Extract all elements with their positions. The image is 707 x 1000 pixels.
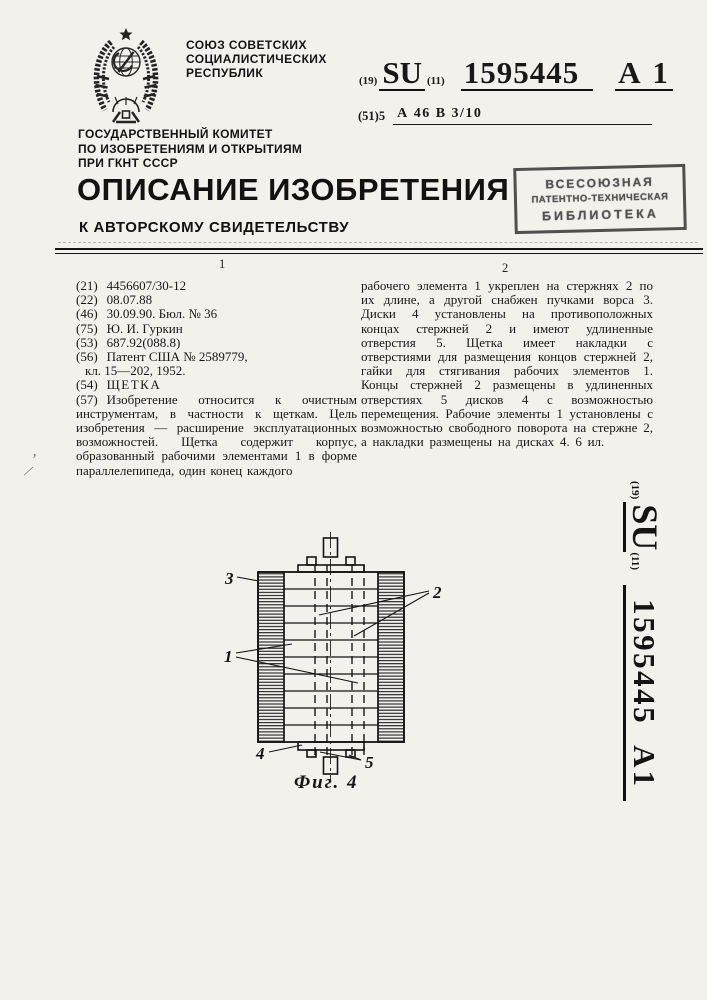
biblio-row: (46) 30.09.90. Бюл. № 36 [76,306,218,322]
ussr-coat-of-arms-icon [83,26,169,132]
kind-code: А 1 [615,58,673,91]
column-number-right: 2 [502,261,509,275]
kind-code: А1 [627,745,662,789]
country-code: SU [379,58,425,91]
doc-number: 1595445 [627,599,662,726]
code-11-label: (11) [629,552,641,571]
figure-caption: Фиг. 4 [294,772,359,793]
pencil-mark: ⁄ [25,463,32,481]
doc-number-group [623,585,660,801]
ipc-code-label: (51)5 [358,109,386,123]
ipc-class: А 46 В 3/10 [393,106,652,125]
committee-name [78,127,302,171]
library-stamp [513,164,687,234]
figure-label-2: 2 [433,583,442,602]
country-code: SU [625,504,665,551]
stamp-line: ПАТЕНТНО-ТЕХНИЧЕСКАЯ [531,191,669,206]
bristle-band-left [258,572,284,742]
header-rule [55,248,703,254]
biblio-row: (21) 4456607/30-12 [76,278,187,293]
biblio-row-title: (54) ЩЕТКА [76,377,162,393]
stamp-line: БИБЛИОТЕКА [541,206,659,224]
abstract-left: (57) Изобретение относится к очистным инструментам, в частности к щеткам. Цель изобретения — расширение эксплуатационных возможностей. Щетка содержит корпус, образованный рабочими элементами 1 в форме параллелепипеда, один конец каждого [76,391,357,478]
figure-label-4: 4 [256,744,265,763]
stamp-line: ВСЕСОЮЗНАЯ [545,174,654,192]
biblio-row: (75) Ю. И. Гуркин [76,320,183,336]
country-line: СОЮЗ СОВЕТСКИХ [186,38,307,52]
faint-divider [58,242,698,243]
rod-lines [315,565,364,756]
committee-line: ПО ИЗОБРЕТЕНИЯМ И ОТКРЫТИЯМ [78,141,303,156]
publication-number-block [357,55,673,91]
doc-subtitle: К АВТОРСКОМУ СВИДЕТЕЛЬСТВУ [79,219,350,236]
doc-title: ОПИСАНИЕ ИЗОБРЕТЕНИЯ [77,172,510,207]
pencil-mark: ʼ [31,452,36,468]
star-icon [120,28,133,40]
right-column [361,279,653,449]
left-column [76,279,357,478]
country-name [186,38,327,80]
abstract-right: рабочего элемента 1 укреплен на стержнях 2 по их длине, а другой снабжен пучками ворса 3. Диски 4 установлены на противоположных концах стержней 2 и имеют удлиненные отверстия 5. Щетка имеет накладки с отверстиями для размещения концов стержней 2, гайки для стягивания рабочих элементов 1. Концы стержней 2 размещены в удлиненных отверстиях 5 дисков 4 с возможностью перемещения. Рабочие элементы 1 установлены с возможностью свободного поворота на стержне 2, а накладки размещены на дисках 4. 6 ил. [361,278,653,450]
code-19-label: (19) [629,481,641,500]
biblio-row: (22) 08.07.88 [76,292,153,308]
doc-number: 1595445 [461,58,594,91]
committee-line: ПРИ ГКНТ СССР [78,156,178,170]
ipc-classification-line [358,106,652,125]
committee-line: ГОСУДАРСТВЕННЫЙ КОМИТЕТ [78,127,273,141]
biblio-row: (53) 687.92(088.8) [76,334,181,350]
figure-label-3: 3 [225,569,234,588]
biblio-row: (56) Патент США № 2589779, [76,349,248,365]
code-19-label: (19) [359,75,378,87]
column-number-left: 1 [219,257,226,271]
figure-label-1: 1 [224,647,233,666]
figure-label-5: 5 [365,753,374,772]
country-line: РЕСПУБЛИК [186,66,264,80]
abstract-code: (57) [76,391,98,407]
biblio-row: кл. 15—202, 1952. [85,363,186,379]
code-11-label: (11) [426,75,445,87]
figure-drawing [222,532,472,782]
sidebar-pub-number [623,481,681,811]
country-line: СОЦИАЛИСТИЧЕСКИХ [186,52,327,66]
